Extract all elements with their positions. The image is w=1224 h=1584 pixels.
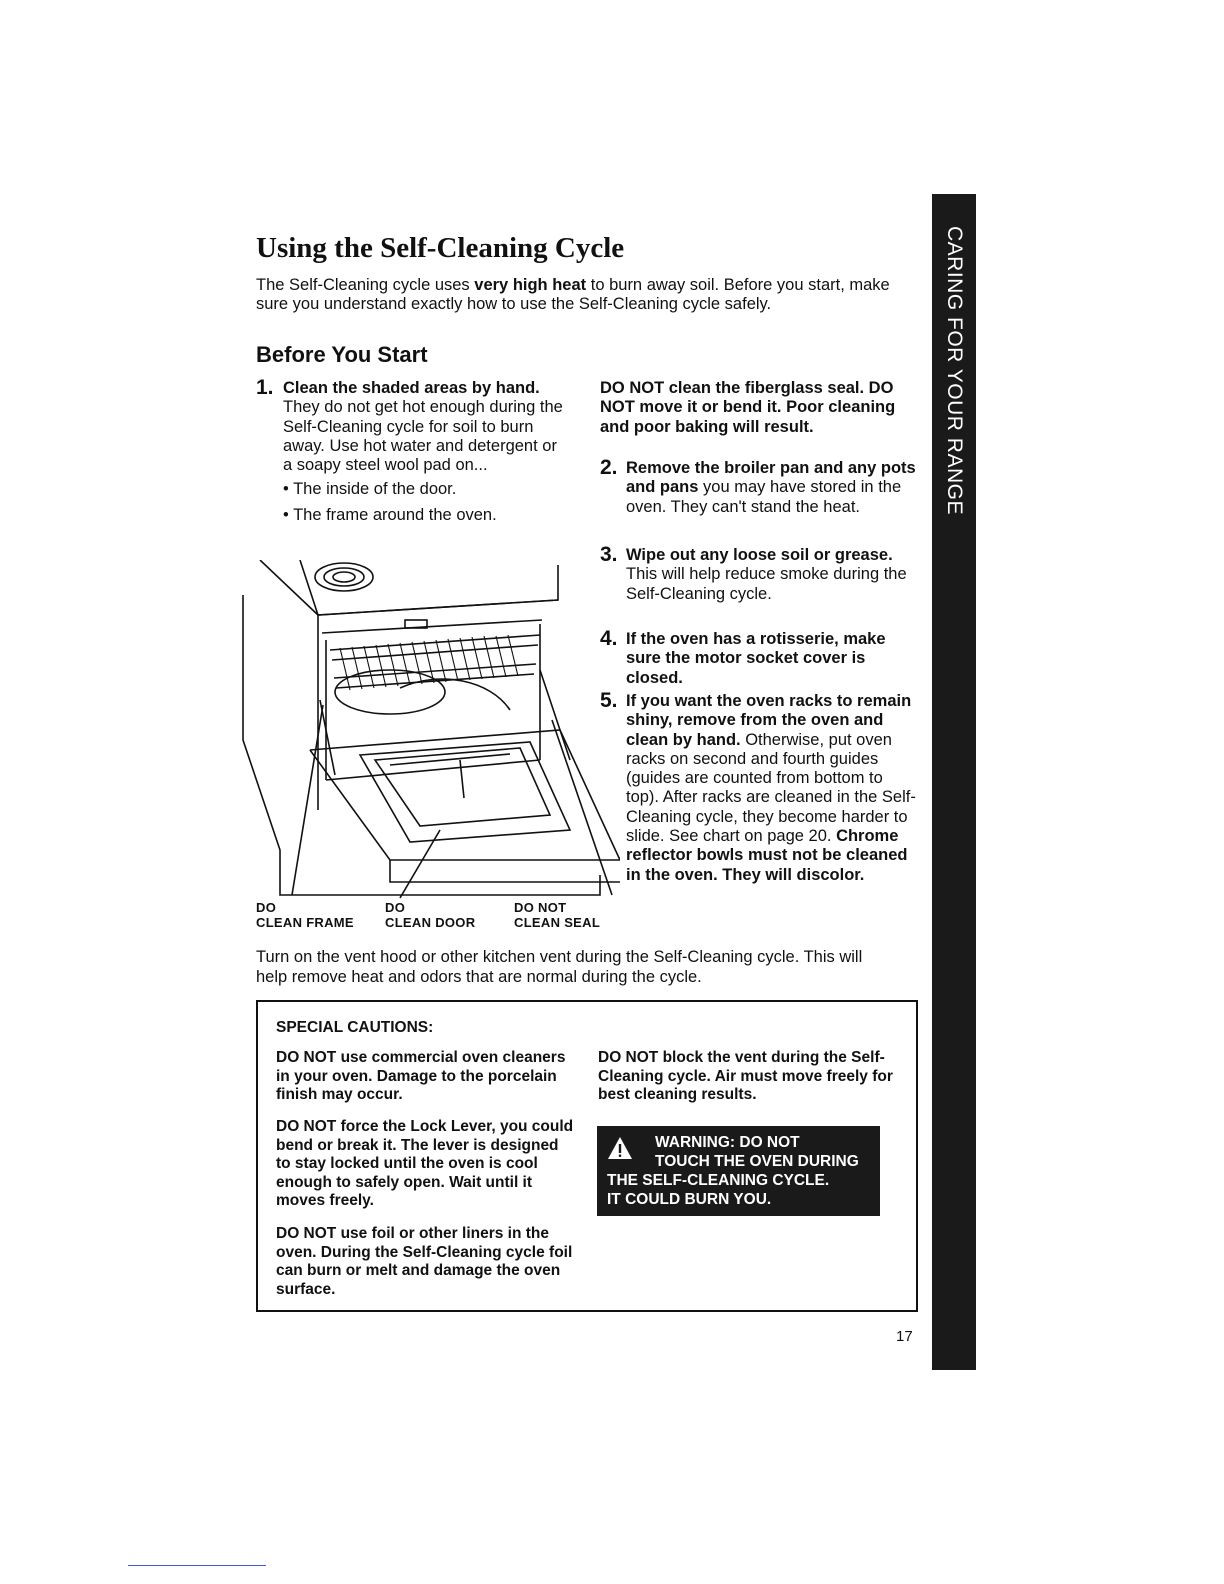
warning-line-2: TOUCH THE OVEN DURING — [655, 1153, 859, 1170]
bullet-door: • The inside of the door. — [283, 480, 457, 499]
step-3-number: 3. — [600, 543, 618, 566]
oven-illustration — [240, 560, 620, 905]
seal-warning: DO NOT clean the fiberglass seal. DO NOT move it or bend it. Poor cleaning and poor baking will result. — [600, 379, 896, 436]
step-3: Wipe out any loose soil or grease. This will help reduce smoke during the Self-Cleaning cycle. — [626, 546, 907, 603]
step-4: If the oven has a rotisserie, make sure the motor socket cover is closed. — [626, 630, 886, 687]
vent-note: Turn on the vent hood or other kitchen vent during the Self-Cleaning cycle. This will help remove heat and odors that are normal during the cycle. — [256, 948, 863, 986]
step-2: Remove the broiler pan and any pots and pans you may have stored in the oven. They can't stand the heat. — [626, 459, 916, 516]
warning-banner — [597, 1126, 880, 1216]
step-2-number: 2. — [600, 456, 618, 479]
section-heading: Before You Start — [256, 342, 428, 367]
section-tab-label: CARING FOR YOUR RANGE — [943, 226, 966, 515]
warning-line-3: THE SELF-CLEANING CYCLE. — [607, 1172, 830, 1189]
caution-foil: DO NOT use foil or other liners in the oven. During the Self-Cleaning cycle foil can burn or melt and damage the oven surface. — [276, 1225, 573, 1298]
caution-commercial-cleaners: DO NOT use commercial oven cleaners in your oven. Damage to the porcelain finish may occur. — [276, 1049, 566, 1104]
warning-triangle-icon — [607, 1136, 633, 1160]
label-do-not-seal: DO NOT CLEAN SEAL — [514, 900, 601, 930]
bullet-frame: • The frame around the oven. — [283, 506, 497, 525]
label-do-door: DO CLEAN DOOR — [385, 900, 476, 930]
page-title: Using the Self-Cleaning Cycle — [256, 232, 625, 264]
caution-vent: DO NOT block the vent during the Self-Cleaning cycle. Air must move freely for best cleaning results. — [598, 1049, 893, 1104]
warning-line-4: IT COULD BURN YOU. — [607, 1191, 772, 1208]
intro-paragraph: The Self-Cleaning cycle uses very high heat to burn away soil. Before you start, make sure you understand exactly how to use the Self-Cleaning cycle safely. — [256, 276, 890, 313]
warning-line-1: WARNING: DO NOT — [655, 1134, 800, 1151]
cautions-heading: SPECIAL CAUTIONS: — [276, 1019, 434, 1036]
step-1-text: They do not get hot enough during the Self-Cleaning cycle for soil to burn away. Use hot water and detergent or a soapy steel wool pad on... — [283, 398, 563, 475]
step-1 — [283, 379, 581, 525]
step-5: If you want the oven racks to remain shiny, remove from the oven and clean by hand. Otherwise, put oven racks on second and fourth guides (guides are counted from bottom to top). After racks are cleaned in the Self-Cleaning cycle, they become harder to slide. See chart on page 20. Chrome reflector bowls must not be cleaned in the oven. They will discolor. — [626, 692, 916, 884]
page-number: 17 — [896, 1328, 913, 1345]
step-1-number: 1. — [256, 376, 274, 399]
step-1-heading: Clean the shaded areas by hand. — [283, 379, 540, 397]
step-4-number: 4. — [600, 627, 618, 650]
step-5-number: 5. — [600, 689, 618, 712]
label-do-frame: DO CLEAN FRAME — [256, 900, 354, 930]
caution-lock-lever: DO NOT force the Lock Lever, you could bend or break it. The lever is designed to stay locked until the oven is cool enough to safely open. Wait until it moves freely. — [276, 1118, 574, 1210]
footer-rule — [128, 1565, 266, 1566]
